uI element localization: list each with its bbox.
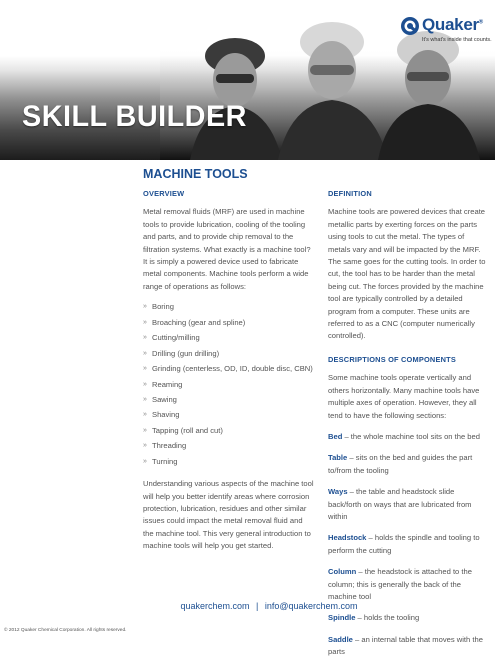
component-saddle: Saddle – an internal table that moves with the parts <box>328 634 483 657</box>
list-item: » Shaving <box>143 409 315 421</box>
definition-text: Machine tools are powered devices that create metallic parts by exerting forces on the parts using tools to cut the metal. The types of metals vary and will be impacted by the MRF. The same goes for the cutting tools. In order to cut, the tool has to be harder than the metal being cut. The forces provided by the machine tool are typically controlled by a detailed program from a computer. These units are referred to as a CNC (computer numerically controlled). <box>328 207 486 341</box>
brand-name: Quaker® <box>422 15 483 34</box>
list-item: » Grinding (centerless, OD, ID, double disc, CBN) <box>143 363 315 375</box>
components-heading: DESCRIPTIONS OF COMPONENTS <box>328 354 456 364</box>
component-headstock: Headstock – holds the spindle and tooling to perform the cutting <box>328 533 480 555</box>
component-bed: Bed – the whole machine tool sits on the bed <box>328 431 480 441</box>
list-item: » Boring <box>143 301 315 313</box>
list-item: » Cutting/milling <box>143 332 315 344</box>
bullet-icon: » <box>143 318 147 326</box>
left-column <box>143 188 315 561</box>
list-item: » Broaching (gear and spline) <box>143 317 315 329</box>
overview-heading: OVERVIEW <box>143 189 185 198</box>
bullet-icon: » <box>143 334 147 342</box>
bullet-icon: » <box>143 380 147 388</box>
list-item: » Drilling (gun drilling) <box>143 348 315 360</box>
bullet-icon: » <box>143 411 147 419</box>
email-link[interactable]: info@quakerchem.com <box>264 601 358 611</box>
quaker-logo-icon <box>400 16 420 36</box>
components-intro: Some machine tools operate vertically and others horizontally. Many machine tools have multiple axes of operation. However, they all tend to have the following sections: <box>328 373 480 420</box>
bullet-icon: » <box>143 349 147 357</box>
page-title: MACHINE TOOLS <box>143 167 248 181</box>
bullet-icon: » <box>143 365 147 373</box>
operations-list <box>143 301 315 468</box>
bullet-icon: » <box>143 426 147 434</box>
component-column: Column – the headstock is attached to the column; this is generally the back of the machine tool <box>328 567 472 601</box>
bullet-icon: » <box>143 303 147 311</box>
header-banner <box>0 0 495 160</box>
component-ways: Ways – the table and headstock slide back/forth on ways that are lubricated from within <box>328 487 472 521</box>
footer-links <box>144 601 394 611</box>
component-spindle: Spindle – holds the tooling <box>328 613 420 623</box>
component-table: Table – sits on the bed and guides the part to/from the tooling <box>328 453 473 475</box>
definition-heading: DEFINITION <box>328 189 372 198</box>
list-item: » Sawing <box>143 394 315 406</box>
footer-separator: | <box>256 601 259 611</box>
list-item: » Threading <box>143 440 315 452</box>
copyright-notice: © 2012 Quaker Chemical Corporation. All rights reserved. <box>4 628 127 633</box>
overview-intro: Metal removal fluids (MRF) are used in machine tools to provide lubrication, cooling of the tooling and parts, and to provide chip removal to the filtration systems. What exactly is a machine tool? It is simply a powered device used to fabricate metal components. Machine tools perform a wide range of operations as follows: <box>143 207 311 291</box>
banner-title: SKILL BUILDER <box>22 100 247 133</box>
list-item: » Tapping (roll and cut) <box>143 425 315 437</box>
right-column <box>328 188 488 668</box>
bullet-icon: » <box>143 442 147 450</box>
overview-closing: Understanding various aspects of the machine tool will help you better identify areas where corrosion protection, lubrication, residues and other similar issues could impact the metal removal fluid and the machine tool. This very general introduction to machine tools will help you get started. <box>143 479 314 551</box>
list-item: » Reaming <box>143 379 315 391</box>
website-link[interactable]: quakerchem.com <box>180 601 250 611</box>
bullet-icon: » <box>143 457 147 465</box>
quaker-logo <box>400 14 490 48</box>
list-item: » Turning <box>143 456 315 468</box>
brand-tagline: It's what's inside that counts. <box>422 37 492 43</box>
bullet-icon: » <box>143 395 147 403</box>
